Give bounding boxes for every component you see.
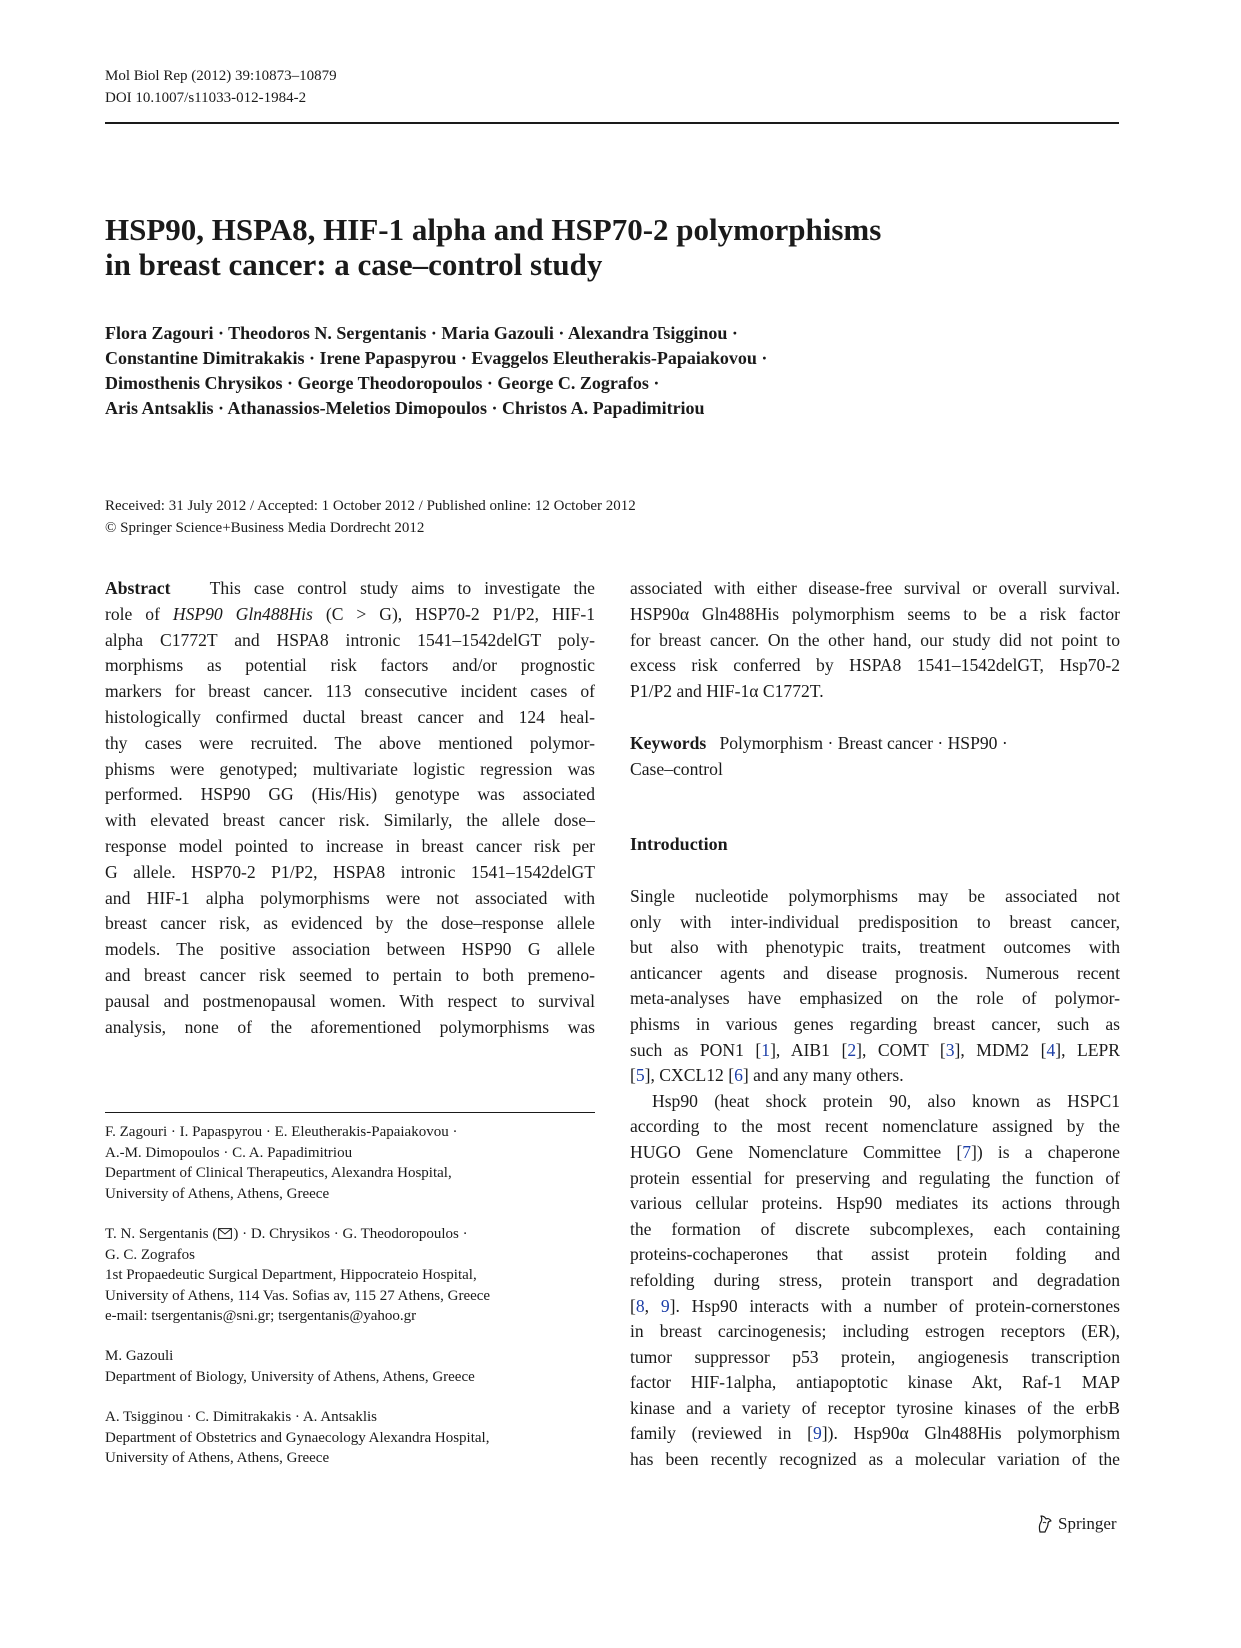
intro-text: ]. Hsp90 interacts with a number of protein-cornerstones <box>669 1295 1120 1316</box>
abstract-line: thy cases were recruited. The above mentioned polymor- <box>105 732 595 753</box>
abstract-line: alpha C1772T and HSPA8 intronic 1541–1542delGT poly- <box>105 629 595 650</box>
keywords-list: Polymorphism · Breast cancer · HSP90 · <box>719 732 1008 753</box>
intro-line: factor HIF-1alpha, antiapoptotic kinase Akt, Raf-1 MAP <box>630 1372 1120 1393</box>
abstract-line: morphisms as potential risk factors and/or prognostic <box>105 655 595 676</box>
publisher-name: Springer <box>1058 1514 1117 1533</box>
article-title-line-1: HSP90, HSPA8, HIF-1 alpha and HSP70-2 polymorphisms <box>105 212 882 247</box>
keywords-line <box>630 731 1120 757</box>
intro-line: has been recently recognized as a molecular variation of the <box>630 1449 1120 1470</box>
intro-line: in breast carcinogenesis; including estrogen receptors (ER), <box>630 1321 1120 1342</box>
citation-link[interactable]: 5 <box>635 1065 645 1086</box>
intro-line: Single nucleotide polymorphisms may be associated not <box>630 886 1120 906</box>
affiliation-1 <box>105 1122 457 1204</box>
affiliations-rule <box>105 1112 595 1113</box>
abstract-line: P1/P2 and HIF-1α C1772T. <box>630 681 824 702</box>
affiliation-names: G. C. Zografos <box>105 1246 195 1263</box>
abstract-line <box>105 576 595 602</box>
publication-dates: Received: 31 July 2012 / Accepted: 1 October 2012 / Published online: 12 October 2012 <box>105 498 636 514</box>
citation-link[interactable]: 9 <box>812 1423 822 1444</box>
authors-line-3: Dimosthenis Chrysikos · George Theodoropoulos · George C. Zografos · <box>105 373 660 393</box>
intro-text: ], COMT [ <box>856 1039 946 1060</box>
intro-line: the formation of discrete subcomplexes, each containing <box>630 1218 1120 1239</box>
abstract-line: response model pointed to increase in breast cancer risk per <box>105 835 595 856</box>
intro-text: such as PON1 [ <box>630 1039 762 1060</box>
authors-line-1: Flora Zagouri · Theodoros N. Sergentanis · Maria Gazouli · Alexandra Tsigginou · <box>105 323 738 343</box>
abstract-line: for breast cancer. On the other hand, our study did not point to <box>630 629 1120 650</box>
citation-link[interactable]: 2 <box>847 1039 857 1060</box>
affiliation-text: T. N. Sergentanis ( <box>105 1226 218 1242</box>
affiliation-text: ) · D. Chrysikos · G. Theodoropoulos · <box>233 1226 468 1242</box>
abstract-line: models. The positive association between HSP90 G allele <box>105 939 595 960</box>
intro-line: phisms in various genes regarding breast cancer, such as <box>630 1013 1120 1034</box>
abstract-line: phisms were genotyped; multivariate logistic regression was <box>105 758 595 779</box>
citation-link[interactable]: 8 <box>635 1295 645 1316</box>
abstract-text: role of <box>105 603 160 624</box>
intro-text: [ <box>630 1065 636 1086</box>
intro-text: ]) is a chaperone <box>971 1141 1120 1162</box>
abstract-line: HSP90α Gln488His polymorphism seems to be a risk factor <box>630 603 1120 624</box>
abstract <box>105 576 595 1040</box>
affiliation-names: M. Gazouli <box>105 1348 174 1364</box>
abstract-line: markers for breast cancer. 113 consecutive incident cases of <box>105 681 595 702</box>
intro-line: meta-analyses have emphasized on the role of polymor- <box>630 988 1120 1009</box>
intro-text: ], MDM2 [ <box>954 1039 1047 1060</box>
copyright: © Springer Science+Business Media Dordrecht 2012 <box>105 520 425 536</box>
affiliation-department: Department of Obstetrics and Gynaecology Alexandra Hospital, <box>105 1429 490 1446</box>
affiliation-names <box>105 1224 490 1245</box>
spacer <box>630 705 1120 731</box>
intro-line <box>630 1421 1120 1447</box>
intro-text: ], CXCL12 [ <box>644 1065 735 1086</box>
intro-line: proteins-cochaperones that assist protein folding and <box>630 1244 1120 1265</box>
affiliation-names: A. Tsigginou · C. Dimitrakakis · A. Antsaklis <box>105 1409 378 1425</box>
intro-text: , <box>644 1295 661 1316</box>
intro-text: ], LEPR <box>1055 1039 1120 1060</box>
keywords-line: Case–control <box>630 758 723 779</box>
affiliation-institution: University of Athens, Athens, Greece <box>105 1450 330 1466</box>
affiliation-email[interactable]: e-mail: tsergentanis@sni.gr; tsergentanis@yahoo.gr <box>105 1308 417 1324</box>
intro-line <box>630 1294 1120 1320</box>
intro-line <box>630 1140 1120 1166</box>
citation-link[interactable]: 4 <box>1046 1039 1056 1060</box>
affiliation-names: F. Zagouri · I. Papaspyrou · E. Eleutherakis-Papaiakovou · <box>105 1124 458 1140</box>
intro-line: various cellular proteins. Hsp90 mediates its actions through <box>630 1193 1120 1214</box>
intro-text: family (reviewed in [ <box>630 1423 813 1444</box>
affiliation-institution: University of Athens, 114 Vas. Sofias av, 115 27 Athens, Greece <box>105 1287 491 1304</box>
keywords-heading: Keywords <box>630 732 707 753</box>
citation-link[interactable]: 7 <box>962 1141 972 1162</box>
publisher-logo <box>1036 1513 1117 1535</box>
abstract-text: This case control study aims to investigate the <box>209 578 595 598</box>
abstract-line: analysis, none of the aforementioned polymorphisms was <box>105 1016 595 1037</box>
abstract-line: pausal and postmenopausal women. With respect to survival <box>105 990 595 1011</box>
intro-line: protein essential for preserving and regulating the function of <box>630 1167 1120 1188</box>
affiliation-institution: University of Athens, Athens, Greece <box>105 1185 330 1202</box>
intro-line: Hsp90 (heat shock protein 90, also known as HSPC1 <box>652 1090 1120 1111</box>
intro-line: but also with phenotypic traits, treatment outcomes with <box>630 937 1120 958</box>
header-rule <box>105 122 1119 124</box>
introduction-body <box>630 884 1120 1473</box>
abstract-line: breast cancer risk, as evidenced by the dose–response allele <box>105 913 595 934</box>
intro-text: HUGO Gene Nomenclature Committee [ <box>630 1141 963 1162</box>
abstract-line: and HIF-1 alpha polymorphisms were not associated with <box>105 887 595 908</box>
citation-link[interactable]: 3 <box>945 1039 955 1060</box>
article-title-line-2: in breast cancer: a case–control study <box>105 247 603 282</box>
abstract-text: (C > G), HSP70-2 P1/P2, HIF-1 <box>325 603 595 624</box>
springer-horse-icon <box>1036 1514 1054 1534</box>
intro-text: ], AIB1 [ <box>770 1039 848 1060</box>
affiliation-names: A.-M. Dimopoulos · C. A. Papadimitriou <box>105 1144 353 1161</box>
abstract-line <box>105 602 595 628</box>
intro-line: tumor suppressor p53 protein, angiogenesis transcription <box>630 1346 1120 1367</box>
intro-line <box>630 1063 1120 1089</box>
affiliation-3 <box>105 1346 475 1387</box>
abstract-heading: Abstract <box>105 578 171 598</box>
citation-link[interactable]: 9 <box>660 1295 670 1316</box>
citation-link[interactable]: 1 <box>761 1039 771 1060</box>
citation-link[interactable]: 6 <box>734 1065 743 1086</box>
gene-name: HSP90 Gln488His <box>172 603 313 624</box>
intro-text: ] and any many others. <box>742 1065 904 1086</box>
intro-line: kinase and a variety of receptor tyrosine kinases of the erbB <box>630 1397 1120 1418</box>
affiliation-department: Department of Biology, University of Athens, Athens, Greece <box>105 1368 475 1385</box>
introduction-heading: Introduction <box>630 834 728 854</box>
abstract-line: associated with either disease-free survival or overall survival. <box>630 578 1120 598</box>
abstract-line: and breast cancer risk seemed to pertain to both premeno- <box>105 964 595 985</box>
affiliation-department: 1st Propaedeutic Surgical Department, Hippocrateio Hospital, <box>105 1267 477 1283</box>
intro-text: ]). Hsp90α Gln488His polymorphism <box>821 1423 1120 1444</box>
envelope-icon[interactable] <box>218 1228 232 1239</box>
affiliation-department: Department of Clinical Therapeutics, Alexandra Hospital, <box>105 1165 452 1181</box>
intro-line: refolding during stress, protein transport and degradation <box>630 1269 1120 1290</box>
abstract-continued <box>630 576 1120 782</box>
affiliation-4 <box>105 1407 489 1469</box>
doi[interactable]: DOI 10.1007/s11033-012-1984-2 <box>105 90 307 106</box>
journal-citation: Mol Biol Rep (2012) 39:10873–10879 <box>105 68 337 84</box>
abstract-line: with elevated breast cancer risk. Similarly, the allele dose– <box>105 810 595 831</box>
abstract-line: performed. HSP90 GG (His/His) genotype was associated <box>105 784 595 805</box>
intro-line: according to the most recent nomenclature assigned by the <box>630 1116 1120 1137</box>
abstract-line: excess risk conferred by HSPA8 1541–1542delGT, Hsp70-2 <box>630 655 1120 676</box>
intro-line <box>630 1038 1120 1064</box>
intro-line: only with inter-individual predisposition to breast cancer, <box>630 911 1120 932</box>
intro-line: anticancer agents and disease prognosis. Numerous recent <box>630 962 1120 983</box>
abstract-line: histologically confirmed ductal breast cancer and 124 heal- <box>105 706 595 727</box>
abstract-line: G allele. HSP70-2 P1/P2, HSPA8 intronic 1541–1542delGT <box>105 861 595 882</box>
intro-text: [ <box>630 1295 636 1316</box>
authors-line-2: Constantine Dimitrakakis · Irene Papaspyrou · Evaggelos Eleutherakis-Papaiakovou · <box>105 348 768 368</box>
affiliation-2 <box>105 1224 490 1327</box>
authors-line-4: Aris Antsaklis · Athanassios-Meletios Dimopoulos · Christos A. Papadimitriou <box>105 398 705 418</box>
